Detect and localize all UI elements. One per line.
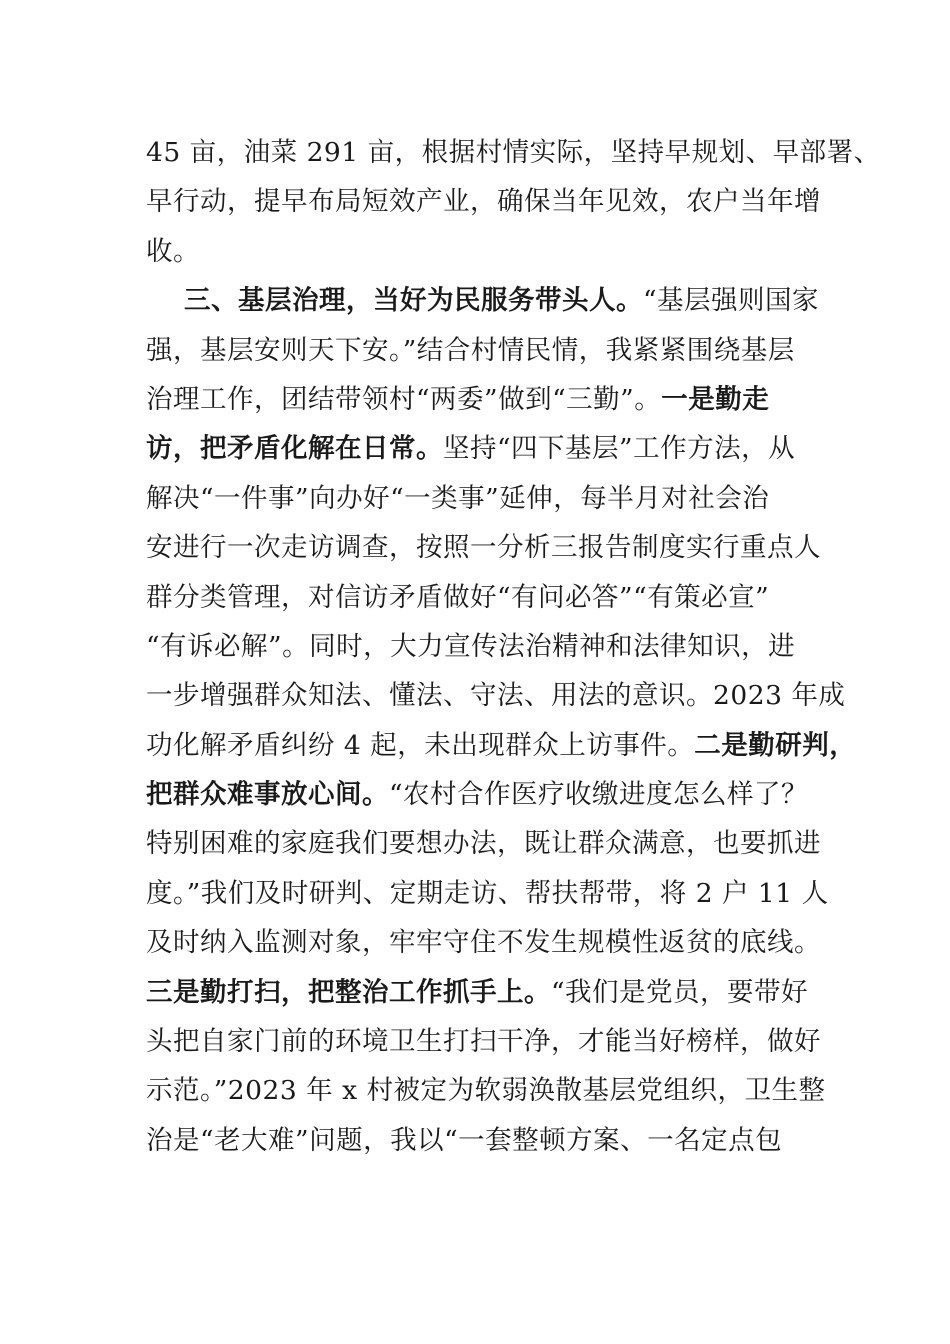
section-heading: 三、基层治理，当好为民服务带头人。 <box>184 285 643 317</box>
text-line <box>146 375 806 424</box>
text-run: 坚持“四下基层”工作方法，从 <box>443 433 796 465</box>
text-run: 收。 <box>146 235 200 267</box>
text-run: 示范。”2023 年 x 村被定为软弱涣散基层党组织，卫生整 <box>146 1075 826 1107</box>
text-run: 45 亩，油菜 291 亩，根据村情实际，坚持早规划、早部署、 <box>146 137 881 168</box>
text-run: 安进行一次走访调查，按照一分析三报告制度实行重点人 <box>146 532 821 564</box>
text-run: 强，基层安则天下安。”结合村情民情，我紧紧围绕基层 <box>146 334 795 366</box>
text-line <box>146 770 809 819</box>
text-line <box>146 523 821 572</box>
text-line <box>146 1017 821 1066</box>
text-run: 功化解矛盾纠纷 4 起，未出现群众上访事件。 <box>146 729 695 761</box>
text-run: 及时纳入监测对象，牢牢守住不发生规模性返贫的底线。 <box>146 927 821 959</box>
text-run: 解决“一件事”向办好“一类事”延伸，每半月对社会治 <box>146 482 770 514</box>
text-run: 特别困难的家庭我们要想办法，既让群众满意，也要抓进 <box>146 828 821 860</box>
text-run: 头把自家门前的环境卫生打扫干净，才能当好榜样，做好 <box>146 1026 821 1058</box>
text-line <box>146 622 806 671</box>
bold-run: 访，把矛盾化解在日常。 <box>146 433 443 465</box>
text-line <box>146 128 881 177</box>
text-run: 治是“老大难”问题，我以“一套整顿方案、一名定点包 <box>146 1124 783 1156</box>
section-heading-line <box>146 276 820 325</box>
document-page <box>146 128 881 1165</box>
text-line <box>146 177 821 226</box>
text-line <box>146 918 821 967</box>
text-line <box>146 1066 826 1115</box>
text-line <box>146 1116 806 1165</box>
text-run: “基层强则国家 <box>643 285 820 317</box>
text-run: “农村合作医疗收缴进度怎么样了？ <box>389 779 809 811</box>
text-run: 治理工作，团结带领村“两委”做到“三勤”。 <box>146 383 662 415</box>
text-run: 早行动，提早布局短效产业，确保当年见效，农户当年增 <box>146 186 821 218</box>
text-run: “有诉必解”。同时，大力宣传法治精神和法律知识，进 <box>146 630 796 662</box>
text-line <box>146 474 806 523</box>
bold-run: 一是勤走 <box>661 383 770 415</box>
text-run: “我们是党员，要带好 <box>551 976 809 1008</box>
text-line <box>146 227 806 276</box>
text-line <box>146 671 846 720</box>
text-line <box>146 573 806 622</box>
text-line <box>146 326 806 375</box>
bold-run: 把群众难事放心间。 <box>146 779 389 811</box>
text-line <box>146 424 806 473</box>
text-line <box>146 819 821 868</box>
text-line <box>146 721 857 770</box>
text-line <box>146 869 829 918</box>
bold-run: 三是勤打扫，把整治工作抓手上。 <box>146 976 551 1008</box>
text-run: 度。”我们及时研判、定期走访、帮扶帮带，将 2 户 11 人 <box>146 877 829 909</box>
text-run: 群分类管理，对信访矛盾做好“有问必答”“有策必宣” <box>146 581 770 613</box>
text-run: 一步增强群众知法、懂法、守法、用法的意识。2023 年成 <box>146 680 846 712</box>
bold-run: 二是勤研判， <box>694 729 857 761</box>
text-line <box>146 968 809 1017</box>
